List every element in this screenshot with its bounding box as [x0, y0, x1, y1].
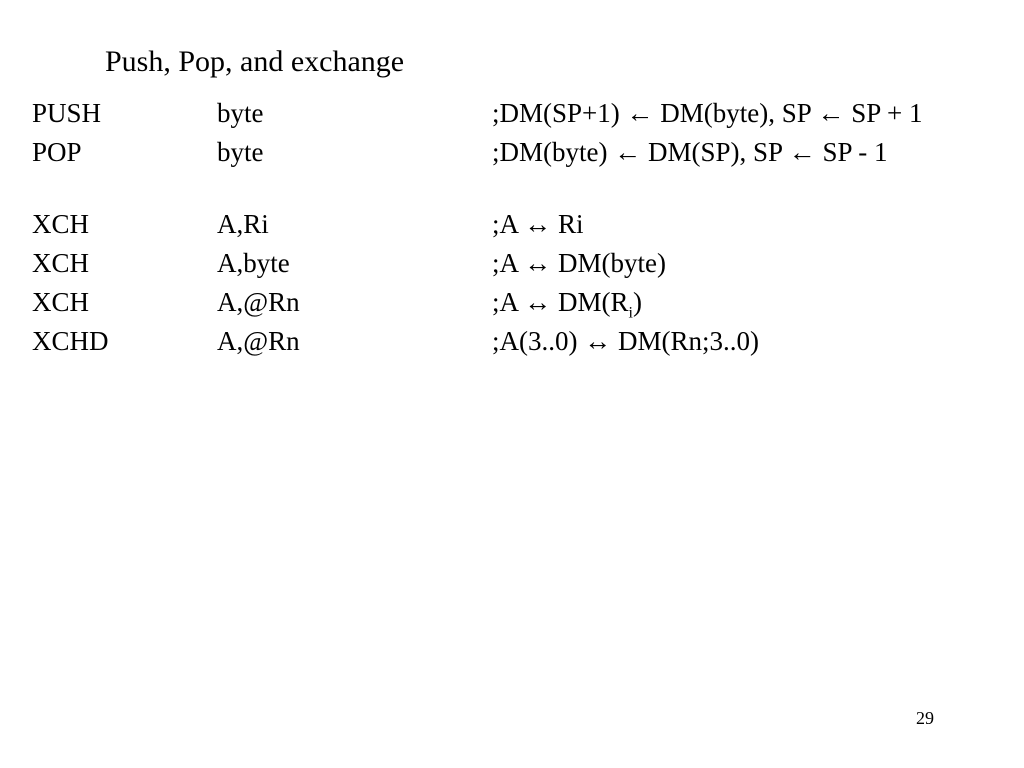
comment-subscript: i — [628, 304, 633, 322]
comment-end: ) — [632, 287, 642, 317]
instruction-row-xch-indirect — [32, 283, 1012, 322]
mnemonic: XCHD — [32, 326, 109, 356]
mnemonic: PUSH — [32, 98, 102, 128]
instruction-row-xch-byte — [32, 244, 1012, 283]
instruction-row-pop — [32, 133, 1012, 172]
comment: ;A(3..0) ↔ DM(Rn;3..0) — [492, 326, 759, 356]
slide-title: Push, Pop, and exchange — [105, 45, 405, 78]
operand: A,Ri — [217, 209, 269, 239]
mnemonic: POP — [32, 137, 82, 167]
comment: ;A ↔ DM(byte) — [492, 248, 666, 278]
mnemonic: XCH — [32, 248, 90, 278]
instruction-row-xch-ri — [32, 205, 1012, 244]
comment: ;A ↔ Ri — [492, 209, 584, 239]
mnemonic: XCH — [32, 287, 90, 317]
instruction-row-push — [32, 94, 1012, 133]
operand: A,byte — [217, 248, 290, 278]
mnemonic: XCH — [32, 209, 90, 239]
comment: ;DM(byte) ← DM(SP), SP ← SP - 1 — [492, 137, 888, 167]
operand: A,@Rn — [217, 287, 300, 317]
comment: ;DM(SP+1) ← DM(byte), SP ← SP + 1 — [492, 98, 923, 128]
operand: byte — [217, 98, 264, 128]
operand: byte — [217, 137, 264, 167]
instruction-row-xchd — [32, 322, 1012, 361]
operand: A,@Rn — [217, 326, 300, 356]
page-number: 29 — [916, 708, 934, 728]
instruction-table — [32, 94, 1012, 361]
comment-main: ;A ↔ DM(R — [492, 287, 629, 317]
